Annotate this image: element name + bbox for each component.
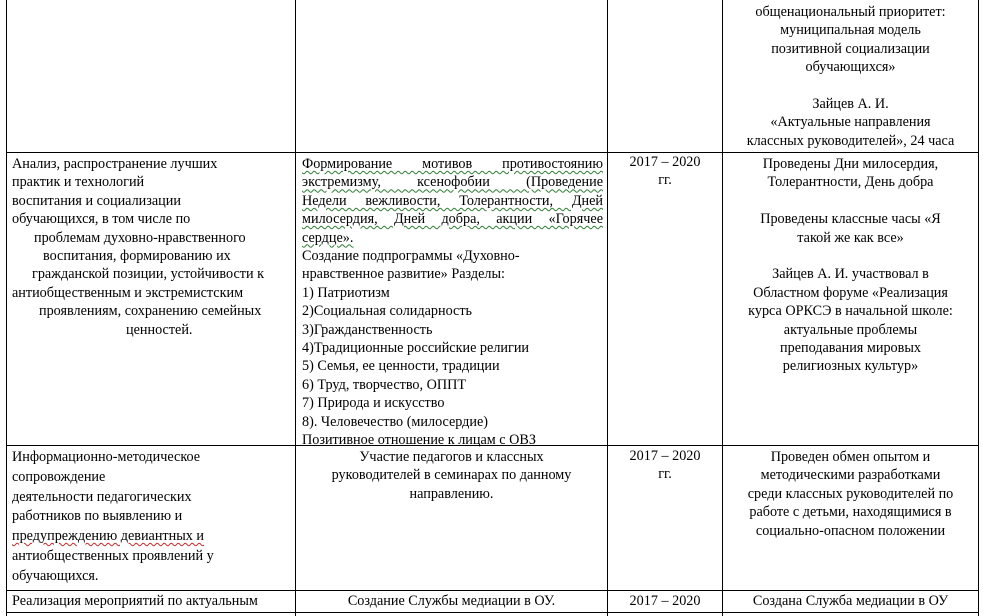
- result-cell: [723, 448, 978, 540]
- text-line: направлению.: [409, 485, 494, 502]
- text-line: [302, 229, 603, 247]
- text-line: воспитания, формированию их: [43, 248, 231, 265]
- text-line: общенациональный приоритет:: [755, 4, 946, 20]
- text-line: сопровождение: [12, 468, 106, 485]
- text-line: Анализ, распространение лучших: [12, 156, 218, 172]
- text-line: 3)Гражданственность: [302, 321, 433, 338]
- text-line: классных руководителей», 24 часа: [746, 132, 955, 149]
- text-line: проявлениям, сохранению семейных: [39, 303, 262, 320]
- result-cell: [723, 155, 978, 376]
- text-span: сердце».: [302, 229, 354, 246]
- text-line: обучающихся.: [12, 567, 99, 584]
- row-divider: [6, 590, 979, 591]
- plan-table: [6, 0, 979, 616]
- row-divider: [6, 612, 979, 613]
- column-divider: [6, 0, 7, 616]
- text-line: актуальные проблемы: [783, 321, 918, 338]
- measure-cell: [296, 592, 607, 610]
- text-line: воспитания и социализации: [12, 192, 181, 209]
- task-cell: [12, 592, 294, 610]
- text-line: религиозных культур»: [782, 358, 919, 375]
- text-line: Позитивное отношение к лицам с ОВЗ: [302, 432, 536, 449]
- text-line: преподавания мировых: [780, 340, 921, 357]
- text-line: проблемам духовно-нравственного: [34, 229, 246, 246]
- text-line: Создание Службы медиации в ОУ.: [347, 593, 556, 609]
- text-line: 2017 – 2020: [629, 593, 701, 609]
- row-divider: [6, 152, 979, 153]
- text-line: 2017 – 2020: [629, 154, 701, 170]
- task-cell: [12, 155, 294, 339]
- column-divider: [295, 0, 296, 616]
- column-divider: [978, 0, 979, 616]
- text-line: ценностей.: [126, 321, 193, 338]
- text-line: курса ОРКСЭ в начальной школе:: [748, 303, 953, 320]
- text-line: Участие педагогов и классных: [359, 449, 544, 465]
- result-cell: [723, 592, 978, 610]
- text-line: Толерантности, День добра: [767, 174, 934, 191]
- text-line: обучающихся, в том числе по: [12, 211, 191, 228]
- text-line: Создана Служба медиации в ОУ: [752, 593, 949, 609]
- text-line: гг.: [658, 466, 672, 483]
- text-line: Проведены классные часы «Я: [760, 211, 941, 228]
- text-line: 5) Семья, ее ценности, традиции: [302, 358, 500, 375]
- text-line: Зайцев А. И. участвовал в: [772, 266, 929, 283]
- text-line: деятельности педагогических: [12, 488, 192, 505]
- text-line: социально-опасном положении: [755, 522, 946, 539]
- text-line: 4)Традиционные российские религии: [302, 340, 529, 357]
- text-line: работников по выявлению и: [12, 508, 183, 525]
- text-line: 6) Труд, творчество, ОППТ: [302, 376, 467, 393]
- text-line: гг.: [658, 172, 672, 189]
- text-line: работе с детьми, находящимися в: [749, 504, 952, 521]
- column-divider: [607, 0, 608, 616]
- text-line: Недели вежливости, Толерантности, Дней: [302, 192, 603, 209]
- text-line: [12, 527, 294, 547]
- text-line: гражданской позиции, устойчивости к: [32, 266, 264, 283]
- text-line: Реализация мероприятий по актуальным: [12, 593, 258, 609]
- text-line: Информационно-методическое: [12, 449, 201, 465]
- text-line: муниципальная модель: [780, 22, 921, 39]
- text-line: 7) Природа и искусство: [302, 395, 445, 412]
- period-cell: [608, 153, 722, 190]
- text-line: обучающихся»: [805, 59, 896, 76]
- text-line: такой же как все»: [797, 229, 904, 246]
- text-line: Зайцев А. И.: [812, 96, 889, 113]
- text-line: руководителей в семинарах по данному: [331, 467, 572, 484]
- text-line: методическими разработками: [760, 467, 941, 484]
- text-line: Формирование мотивов противостоянию: [302, 156, 603, 172]
- text-line: нравственное развитие» Разделы:: [302, 266, 505, 283]
- text-line: практик и технологий: [12, 174, 145, 191]
- text-line: Создание подпрограммы «Духовно-: [302, 248, 520, 265]
- text-line: 2017 – 2020: [629, 448, 701, 464]
- measure-cell: [296, 448, 607, 503]
- text-line: антиобщественных проявлений у: [12, 547, 214, 564]
- text-line: антиобщественным и экстремистским: [12, 284, 244, 301]
- measure-cell: [302, 155, 603, 450]
- text-line: «Актуальные направления: [770, 114, 931, 131]
- text-line: экстремизму, ксенофобии (Проведение: [302, 174, 603, 191]
- result-cell: [723, 3, 978, 150]
- text-line: Областном форуме «Реализация: [753, 284, 948, 301]
- text-line: среди классных руководителей по: [747, 485, 954, 502]
- text-line: Проведен обмен опытом и: [770, 449, 931, 465]
- period-cell: [608, 447, 722, 484]
- text-line: 2)Социальная солидарность: [302, 303, 472, 320]
- text-line: 1) Патриотизм: [302, 284, 390, 301]
- text-line: милосердия, Дней добра, акции «Горячее: [302, 211, 603, 228]
- period-cell: [608, 592, 722, 610]
- text-line: 8). Человечество (милосердие): [302, 413, 489, 430]
- text-line: позитивной социализации: [771, 40, 930, 57]
- text-line: Проведены Дни милосердия,: [762, 156, 939, 172]
- text-span: предупреждению девиантных и: [12, 528, 204, 545]
- task-cell: [12, 448, 294, 587]
